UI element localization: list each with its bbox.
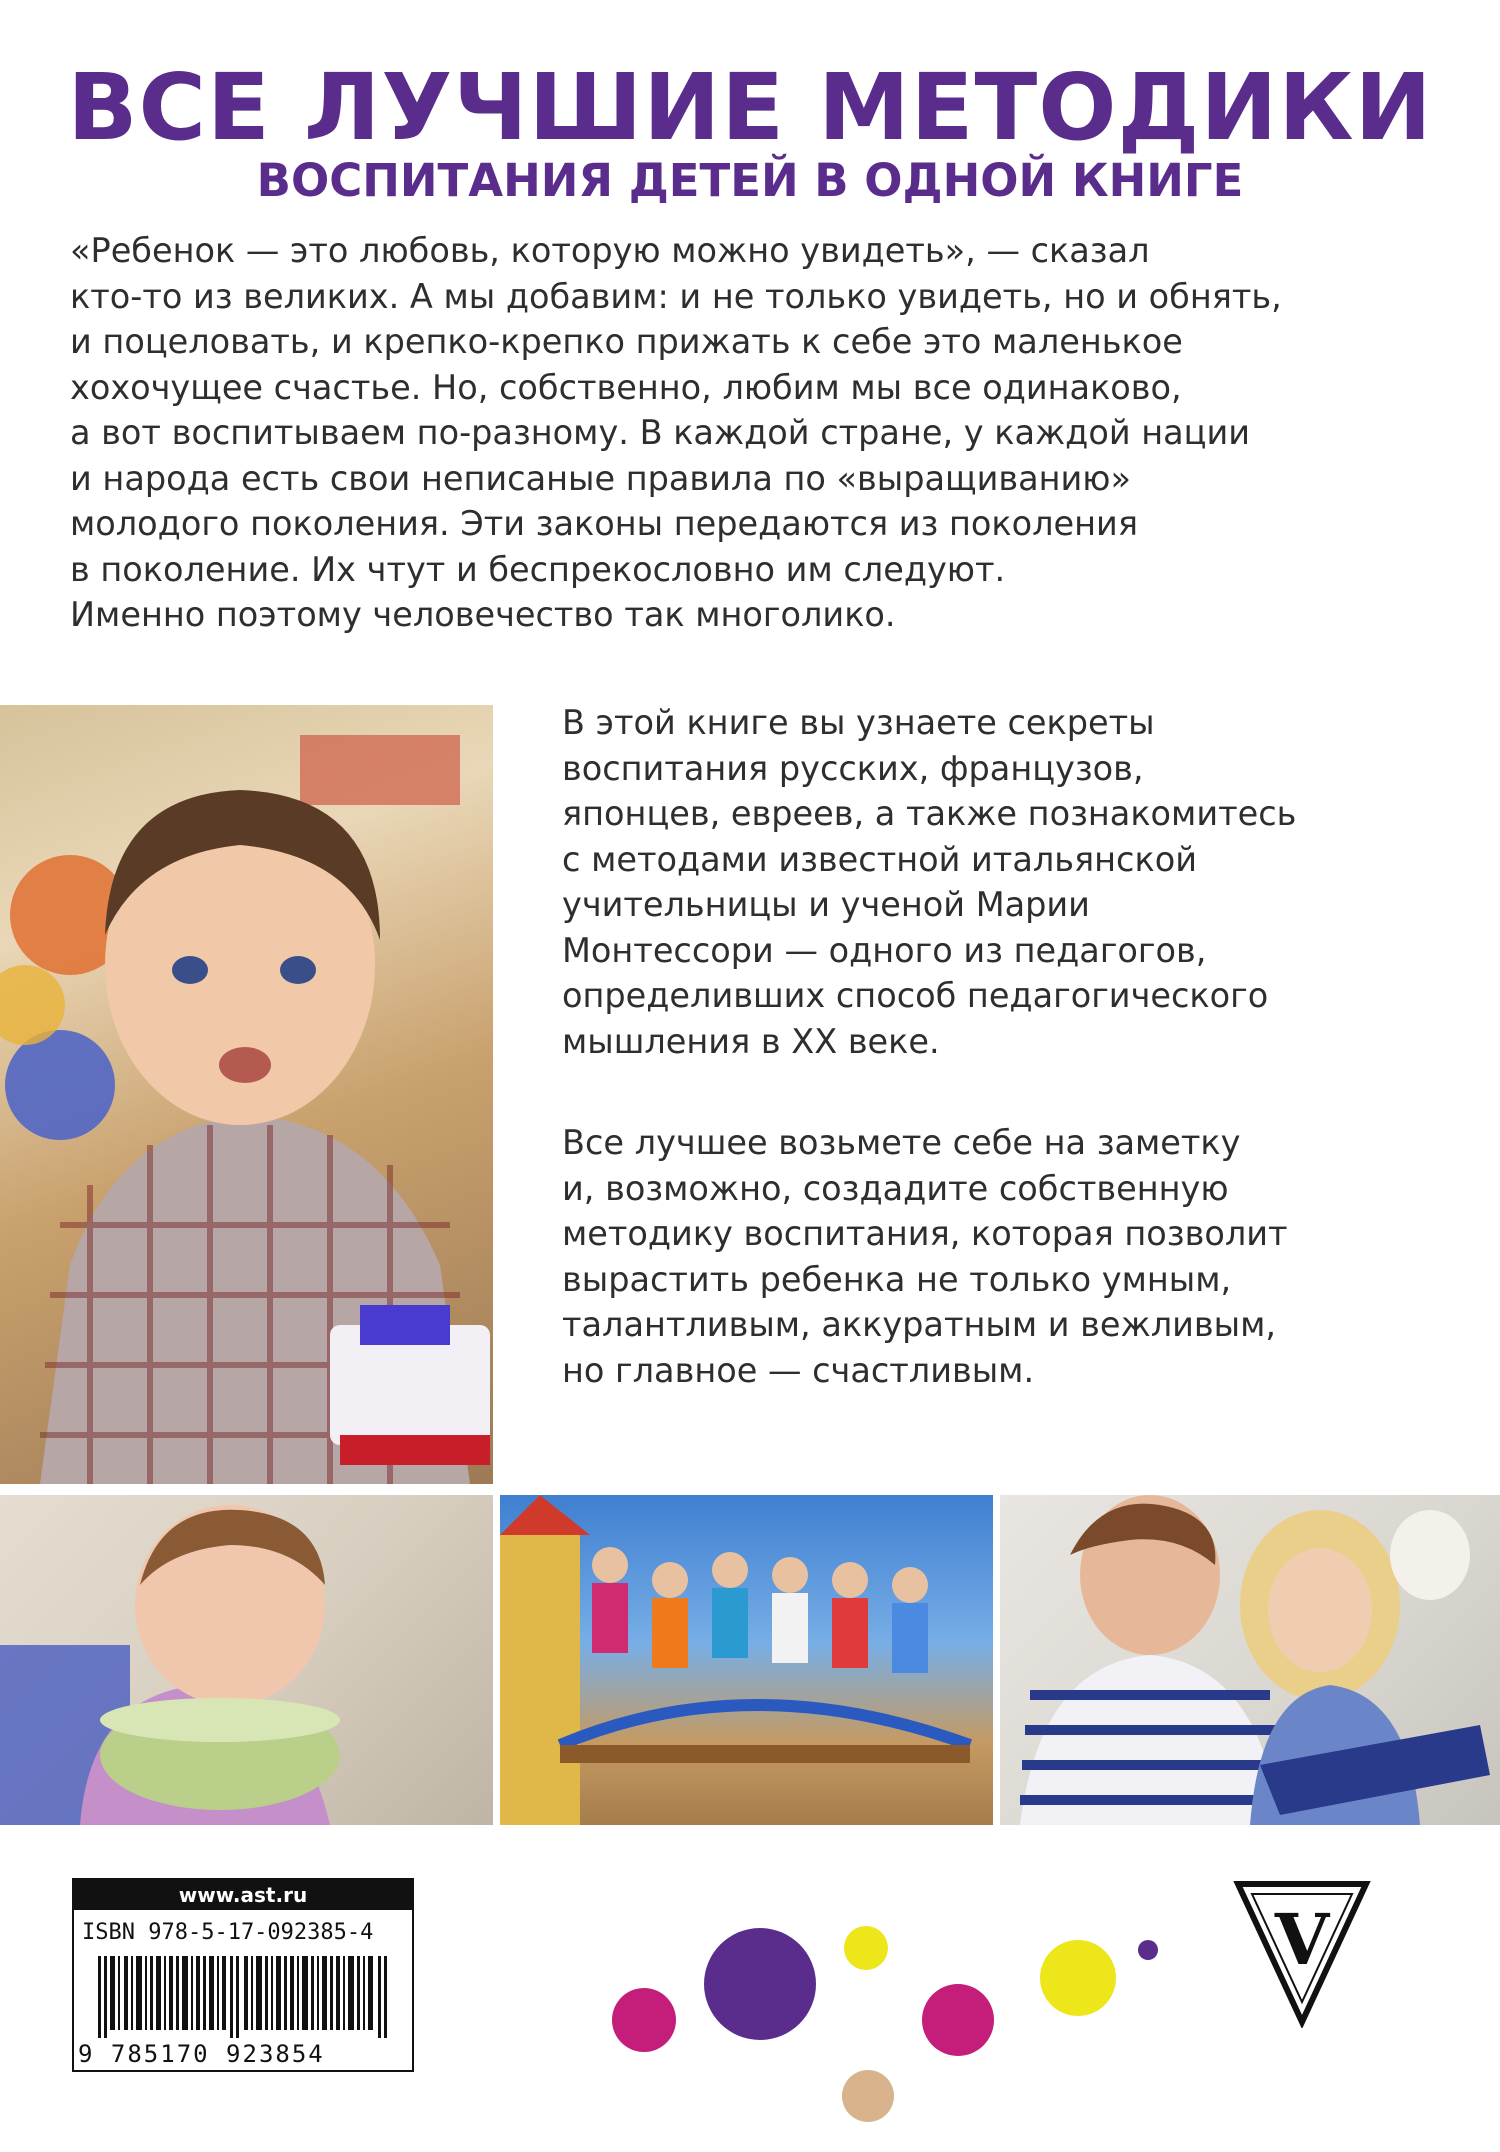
intro-line: кто-то из великих. А мы добавим: и не только увидеть, но и обнять,	[70, 276, 1282, 316]
secrets-line: В этой книге вы узнаете секреты	[562, 703, 1155, 742]
publisher-url: www.ast.ru	[74, 1880, 412, 1910]
intro-line: молодого поколения. Эти законы передаются из поколения	[70, 504, 1138, 543]
advice-line: но главное — счастливым.	[562, 1350, 1035, 1390]
dot-yellow-small	[844, 1926, 888, 1970]
isbn-text: ISBN 978-5-17-092385-4	[82, 1920, 374, 1945]
intro-line: в поколение. Их чтут и беспрекословно им следуют.	[70, 549, 1006, 589]
dot-yellow-large	[1040, 1940, 1116, 2016]
advice-line: и, возможно, создадите собственную	[562, 1168, 1229, 1208]
ean-digits: 9 785170 923854	[78, 2040, 325, 2068]
advice-line: вырастить ребенка не только умным,	[562, 1259, 1232, 1299]
secrets-line: японцев, евреев, а также познакомитесь	[562, 794, 1297, 833]
barcode-bars	[98, 1956, 394, 2038]
secrets-line: учительницы и ученой Марии	[562, 885, 1090, 924]
dot-magenta-left	[612, 1988, 676, 2052]
intro-line: а вот воспитываем по-разному. В каждой стране, у каждой нации	[70, 413, 1251, 452]
intro-line: хохочущее счастье. Но, собственно, любим мы все одинаково,	[70, 367, 1182, 407]
advice-line: Все лучшее возьмете себе на заметку	[562, 1123, 1241, 1162]
secrets-line: воспитания русских, французов,	[562, 748, 1144, 788]
advice-line: методику воспитания, которая позволит	[562, 1214, 1288, 1253]
secrets-line: с методами известной итальянской	[562, 839, 1197, 879]
intro-line: и поцеловать, и крепко-крепко прижать к себе это маленькое	[70, 322, 1183, 361]
publisher-logo	[1232, 1878, 1372, 2028]
cover-subtitle: ВОСПИТАНИЯ ДЕТЕЙ В ОДНОЙ КНИГЕ	[256, 154, 1244, 207]
dot-purple-large	[704, 1928, 816, 2040]
photo-baby-eating	[0, 1495, 493, 1825]
dot-purple-small	[1138, 1940, 1158, 1960]
intro-line: «Ребенок — это любовь, которую можно увидеть», — сказал	[70, 231, 1150, 270]
dot-tan	[842, 2070, 894, 2122]
advice-line: талантливым, аккуратным и вежливым,	[562, 1305, 1277, 1344]
secrets-paragraph	[562, 700, 1462, 1064]
barcode-block	[72, 1878, 414, 2072]
intro-paragraph	[70, 228, 1450, 638]
intro-line: и народа есть свои неписаные правила по «выращиванию»	[70, 458, 1132, 498]
decorative-dots	[600, 1920, 1160, 2130]
cover-title: ВСЕ ЛУЧШИЕ МЕТОДИКИ	[67, 54, 1433, 161]
photo-toddler	[0, 705, 493, 1484]
secrets-line: определивших способ педагогического	[562, 976, 1269, 1015]
intro-line: Именно поэтому человечество так многолико.	[70, 595, 896, 634]
photo-kids-playground	[500, 1495, 993, 1825]
secrets-line: мышления в XX веке.	[562, 1021, 940, 1061]
secrets-line: Монтессори — одного из педагогов,	[562, 930, 1207, 970]
dot-magenta-right	[922, 1984, 994, 2056]
photo-mother-reading	[1000, 1495, 1500, 1825]
advice-paragraph	[562, 1120, 1462, 1393]
logo-letter: V	[1274, 1898, 1330, 1981]
